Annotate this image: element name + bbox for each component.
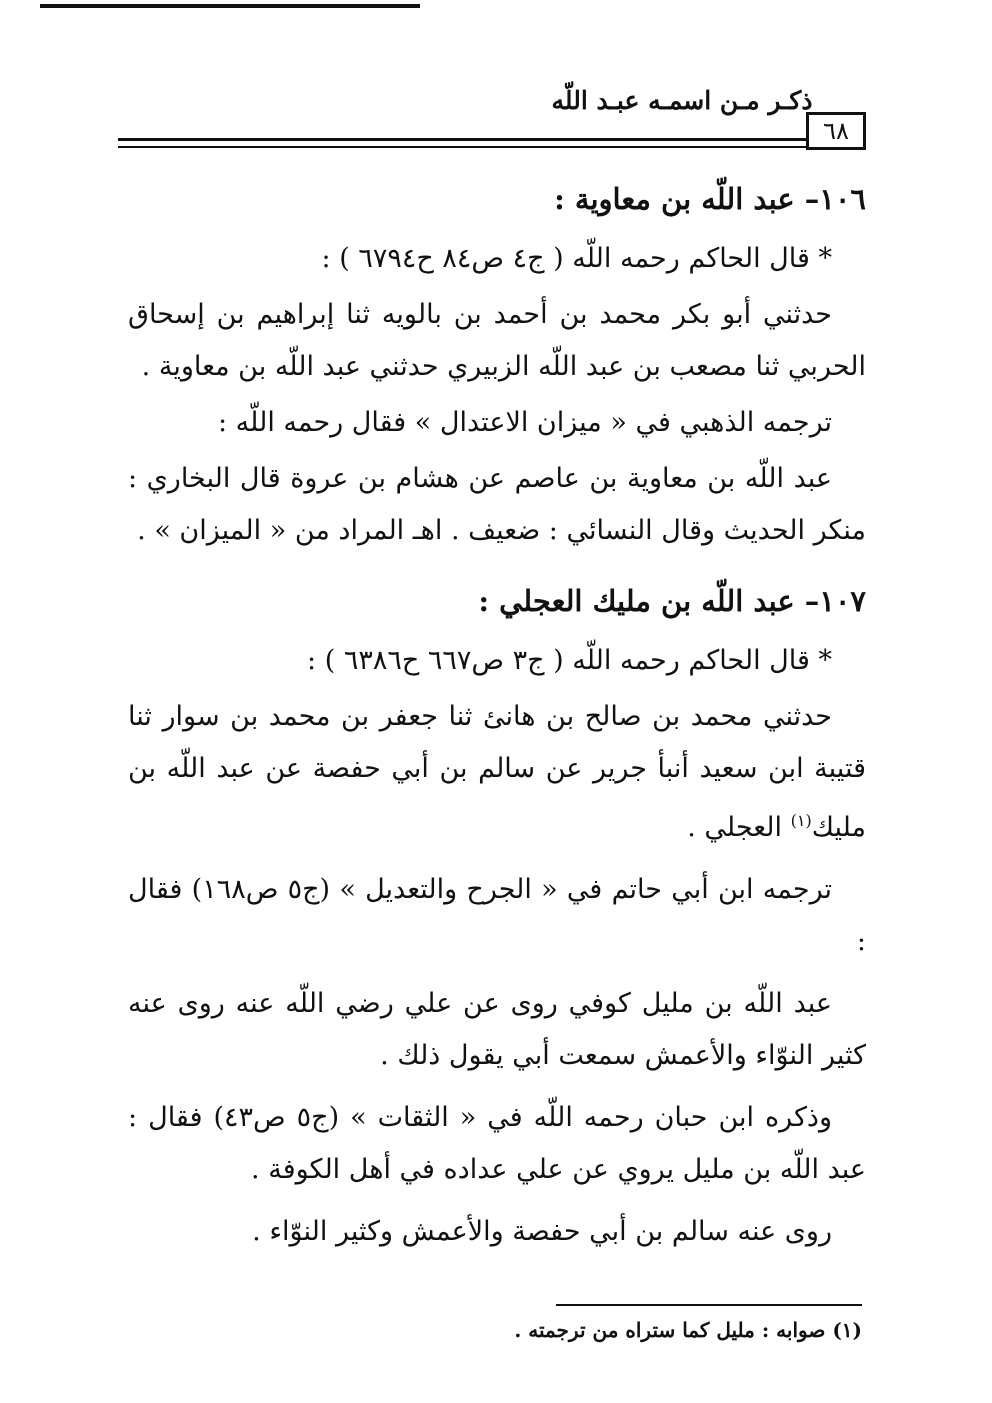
- isnad-paragraph: [128, 691, 866, 854]
- header-rule: [118, 138, 808, 141]
- biography-text: عبد اللّه بن معاوية بن عاصم عن هشام بن عروة قال البخاري : منكر الحديث وقال النسائي : ضعيف . اهـ المراد من « الميزان » .: [128, 463, 866, 546]
- header-rule-thin: [118, 146, 808, 148]
- biography-text: وذكره ابن حبان رحمه اللّه في « الثقات » (ج٥ ص٤٣) فقال : عبد اللّه بن مليل يروي عن علي عداده في أهل الكوفة .: [128, 1102, 866, 1185]
- source-citation: * قال الحاكم رحمه اللّه ( ج٣ ص٦٦٧ ح٦٣٨٦ ) :: [307, 645, 832, 676]
- page-number: ٦٨: [806, 112, 866, 150]
- footnote-rule: [556, 1304, 862, 1306]
- biography-intro: ترجمه ابن أبي حاتم في « الجرح والتعديل » (ج٥ ص١٦٨) فقال :: [128, 874, 866, 957]
- source-citation: * قال الحاكم رحمه اللّه ( ج٤ ص٨٤ ح٦٧٩٤ ) :: [321, 243, 832, 274]
- running-title: ذكـر مـن اسمـه عبـد اللّه: [551, 86, 813, 115]
- footnote: [362, 1318, 862, 1342]
- footnote-marker: (١): [790, 811, 812, 830]
- entry-heading-106: ١٠٦– عبد اللّه بن معاوية :: [554, 182, 866, 216]
- page-top-rule: [40, 4, 420, 8]
- footnote-number: (١): [832, 1318, 862, 1342]
- isnad-text: حدثني محمد بن صالح بن هانئ ثنا جعفر بن محمد بن سوار ثنا قتيبة ابن سعيد أنبأ جرير عن سالم بن أبي حفصة عن عبد اللّه بن مليك: [128, 701, 866, 843]
- biography-text: عبد اللّه بن مليل كوفي روى عن علي رضي اللّه عنه روى عنه كثير النوّاء والأعمش سمعت أبي يقول ذلك .: [128, 988, 866, 1071]
- entry-heading-107: ١٠٧– عبد اللّه بن مليك العجلي :: [478, 584, 866, 618]
- biography-intro: ترجمه الذهبي في « ميزان الاعتدال » فقال رحمه اللّه :: [218, 407, 832, 438]
- isnad-paragraph: حدثني أبو بكر محمد بن أحمد بن بالويه ثنا إبراهيم بن إسحاق الحربي ثنا مصعب بن عبد اللّه الزبيري حدثني عبد اللّه بن معاوية .: [128, 299, 866, 382]
- footnote-text: صوابه : مليل كما ستراه من ترجمته .: [514, 1318, 826, 1342]
- biography-text: روى عنه سالم بن أبي حفصة والأعمش وكثير النوّاء .: [252, 1216, 832, 1247]
- page-content: [128, 165, 866, 1268]
- isnad-end: العجلي .: [687, 812, 791, 843]
